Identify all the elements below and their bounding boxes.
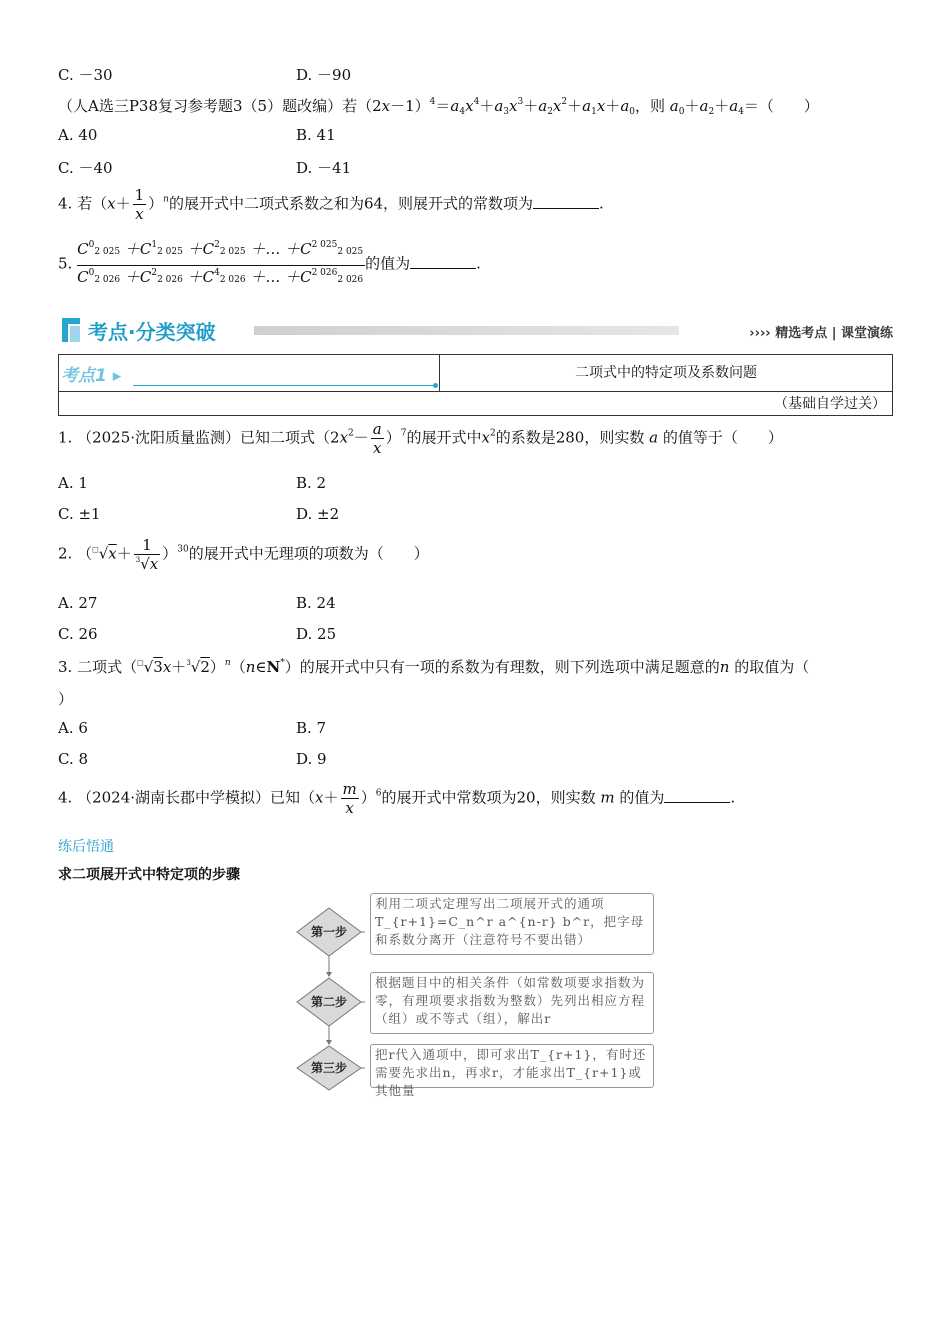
step-3-diamond	[297, 1046, 361, 1090]
option-c: C. －40	[58, 159, 113, 177]
svg-text:第二步: 第二步	[310, 995, 348, 1009]
banner-title: 考点·分类突破	[88, 320, 216, 344]
option-c: C. 8	[58, 750, 89, 768]
banner-bracket-icon	[58, 316, 84, 344]
section-question-4: 4. （2024·湖南长郡中学模拟）已知（x＋ $\frac{m}{x}$ ）$^6$的展开式中常数项为20，则实数 m 的值为 .	[58, 780, 736, 817]
option-a: A. 40	[58, 126, 98, 144]
step-3-text: 把r代入通项中，即可求出T_{r+1}，有时还需要先求出n，再求r，才能求出T_{r+1}或其他量	[370, 1044, 654, 1088]
option-a: A. 6	[58, 719, 88, 737]
section-banner	[58, 316, 893, 346]
practice-heading: 练后悟通	[58, 839, 114, 855]
question-3: （人A选三P38复习参考题3（5）题改编）若$(2x-1)^4=a_4x^4+a_3x^3+a_2x^2+a_1x+a_0$，则 $a_0+a_2+a_4=$（ ）	[58, 97, 819, 117]
answer-blank[interactable]	[664, 790, 730, 803]
option-d: D. －90	[296, 66, 352, 84]
svg-text:第三步: 第三步	[310, 1061, 348, 1075]
option-b: B. 7	[296, 719, 327, 737]
option-c: C. 26	[58, 625, 98, 643]
section-question-1: 1. （2025·沈阳质量监测）已知二项式（$2x^2-$ $\frac{a}{x}$ ）$^7$的展开式中$x^2$的系数是280，则实数 a 的值等于（ ）	[58, 420, 783, 457]
svg-text:第一步: 第一步	[310, 925, 348, 939]
kaodian-title: 二项式中的特定项及系数问题	[575, 365, 757, 381]
option-d: D. －41	[296, 159, 352, 177]
option-d: D. 25	[296, 625, 337, 643]
practice-subheading: 求二项展开式中特定项的步骤	[58, 867, 240, 883]
kaodian-note: （基础自学过关）	[774, 396, 886, 412]
banner-bar	[254, 326, 679, 335]
step-1-text: 利用二项式定理写出二项展开式的通项T_{r+1}=C_n^r a^{n-r} b^r，把字母和系数分离开（注意符号不要出错）	[370, 893, 654, 955]
kaodian-tag: 考点1 ▸	[61, 366, 122, 386]
option-b: B. 24	[296, 594, 336, 612]
banner-right: ›››› 精选考点 | 课堂演练	[749, 326, 893, 341]
question-4: 4. 若（x＋ $\frac{1}{x}$ ）$^n$的展开式中二项式系数之和为64，则展开式的常数项为 .	[58, 186, 604, 223]
option-d: D. ±2	[296, 505, 340, 523]
answer-blank[interactable]	[533, 196, 599, 209]
step-1-diamond	[297, 908, 361, 956]
option-a: A. 1	[58, 474, 88, 492]
step-2-diamond	[297, 978, 361, 1026]
option-c: C. ±1	[58, 505, 101, 523]
kaodian-box	[58, 354, 893, 416]
option-b: B. 2	[296, 474, 327, 492]
answer-blank[interactable]	[410, 256, 476, 269]
option-a: A. 27	[58, 594, 98, 612]
option-c: C. －30	[58, 66, 113, 84]
question-5: 5. $\frac{C^02 025 +C^12 025 +C^22 025 +\dots +C^{2 025}2 025}{C^02 026 +C^22 026 +C^42 026 +\dots +C^{2 026}2 026}$ 的值为 .	[58, 240, 481, 286]
section-question-3: 3. 二项式$(^□√3x+^3√2)^n(n\in N^*)$的展开式中只有一项的系数为有理数，则下列选项中满足题意的n 的取值为（	[58, 658, 810, 676]
section-question-2: 2. （□√x＋ $\frac{1}{^3√x}$ ）$^{30}$的展开式中无理项的项数为（ ）	[58, 536, 429, 573]
option-b: B. 41	[296, 126, 336, 144]
option-d: D. 9	[296, 750, 327, 768]
step-2-text: 根据题目中的相关条件（如常数项要求指数为零，有理项要求指数为整数）先列出相应方程（组）或不等式（组），解出r	[370, 972, 654, 1034]
